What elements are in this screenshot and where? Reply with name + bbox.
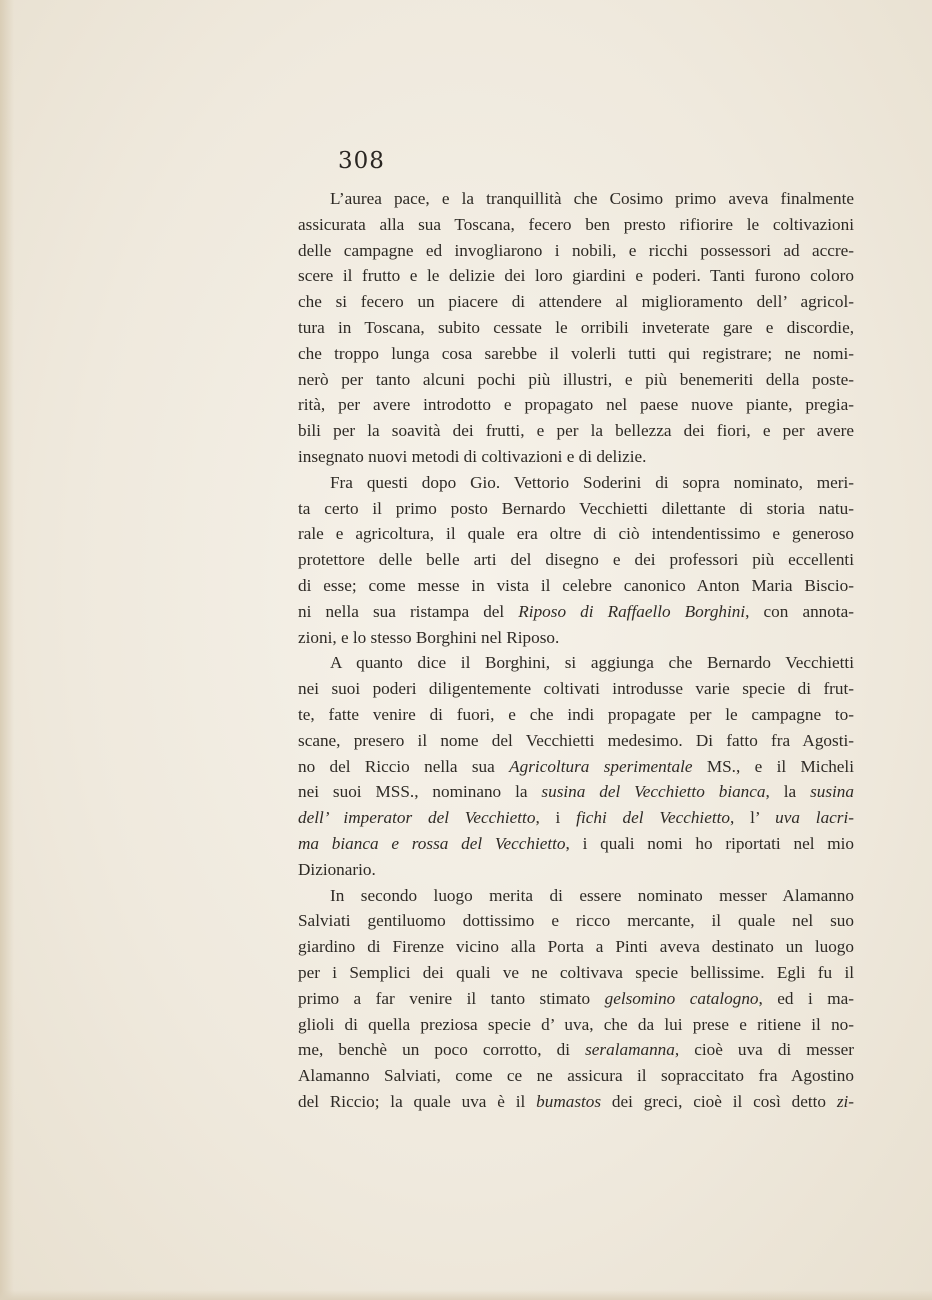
text-segment: che troppo lunga cosa sarebbe il volerli tutti qui registrare; ne nomi- bbox=[298, 343, 854, 363]
text-segment: , i quali nomi ho riportati nel mio bbox=[565, 833, 854, 853]
italic-text: seralamanna bbox=[585, 1040, 675, 1060]
text-line bbox=[298, 367, 854, 393]
text-segment: bili per la soavità dei frutti, e per la bellezza dei fiori, e per avere bbox=[298, 421, 854, 441]
text-line bbox=[298, 444, 854, 470]
text-line bbox=[298, 289, 854, 315]
page-bottom-shadow bbox=[0, 1290, 932, 1300]
text-segment: , cioè uva di messer bbox=[674, 1040, 854, 1060]
text-line bbox=[298, 754, 854, 780]
italic-text: gelsomino catalogno bbox=[604, 988, 759, 1008]
text-line bbox=[298, 702, 854, 728]
text-line bbox=[298, 883, 854, 909]
text-segment: In secondo luogo merita di essere nominato messer Alamanno bbox=[330, 885, 854, 905]
text-line bbox=[298, 599, 854, 625]
italic-text: Riposo di Raffaello Borghini bbox=[518, 601, 746, 621]
text-line bbox=[298, 779, 854, 805]
text-segment: primo a far venire il tanto stimato bbox=[298, 988, 605, 1008]
text-segment: rale e agricoltura, il quale era oltre di ciò intendentissimo e generoso bbox=[298, 524, 854, 544]
italic-text: uva lacri- bbox=[775, 808, 854, 828]
text-line bbox=[298, 547, 854, 573]
italic-text: susina bbox=[810, 782, 854, 802]
text-segment: assicurata alla sua Toscana, fecero ben presto rifiorire le coltivazioni bbox=[298, 214, 854, 234]
text-segment: nerò per tanto alcuni pochi più illustri, e più benemeriti della poste- bbox=[298, 369, 854, 389]
text-line bbox=[298, 470, 854, 496]
text-segment: protettore delle belle arti del disegno e dei professori più eccellenti bbox=[298, 550, 854, 570]
text-line bbox=[298, 418, 854, 444]
text-segment: dei greci, cioè il così detto bbox=[601, 1091, 837, 1111]
text-line bbox=[298, 341, 854, 367]
text-line bbox=[298, 831, 854, 857]
text-segment: , l’ bbox=[730, 808, 776, 828]
text-segment: me, benchè un poco corrotto, di bbox=[298, 1040, 586, 1060]
text-line bbox=[298, 857, 854, 883]
italic-text: zi- bbox=[836, 1091, 854, 1111]
text-segment: scere il frutto e le delizie dei loro giardini e poderi. Tanti furono coloro bbox=[298, 266, 854, 286]
page-number: 308 bbox=[338, 148, 385, 174]
text-segment: scane, presero il nome del Vecchietti medesimo. Di fatto fra Agosti- bbox=[298, 730, 854, 750]
text-segment: delle campagne ed invogliarono i nobili, e ricchi possessori ad accre- bbox=[298, 240, 854, 260]
text-line bbox=[298, 1063, 854, 1089]
text-segment: MS., e il Micheli bbox=[692, 756, 854, 776]
text-line bbox=[298, 805, 854, 831]
text-line bbox=[298, 1037, 854, 1063]
italic-text: dell’ imperator del Vecchietto bbox=[298, 808, 536, 828]
italic-text: Agricoltura sperimentale bbox=[509, 756, 693, 776]
italic-text: ma bianca e rossa del Vecchietto bbox=[298, 833, 566, 853]
text-segment: nei suoi poderi diligentemente coltivati introdusse varie specie di frut- bbox=[298, 679, 854, 699]
text-line bbox=[298, 212, 854, 238]
text-line bbox=[298, 728, 854, 754]
text-segment: glioli di quella preziosa specie d’ uva, che da lui prese e ritiene il no- bbox=[298, 1014, 854, 1034]
text-segment: ni nella sua ristampa del bbox=[298, 601, 519, 621]
text-segment: che si fecero un piacere di attendere al miglioramento dell’ agricol- bbox=[298, 292, 854, 312]
text-segment: , i bbox=[535, 808, 577, 828]
text-segment: zioni, e lo stesso Borghini nel Riposo. bbox=[298, 627, 560, 647]
text-line bbox=[298, 986, 854, 1012]
text-segment: rità, per avere introdotto e propagato nel paese nuove piante, pregia- bbox=[298, 395, 854, 415]
text-segment: per i Semplici dei quali ve ne coltivava specie bellissime. Egli fu il bbox=[298, 962, 854, 982]
text-segment: Alamanno Salviati, come ce ne assicura il sopraccitato fra Agostino bbox=[298, 1066, 854, 1086]
text-segment: di esse; come messe in vista il celebre canonico Anton Maria Biscio- bbox=[298, 575, 854, 595]
text-segment: giardino di Firenze vicino alla Porta a Pinti aveva destinato un luogo bbox=[298, 937, 854, 957]
text-line bbox=[298, 960, 854, 986]
text-line bbox=[298, 650, 854, 676]
text-segment: L’aurea pace, e la tranquillità che Cosimo primo aveva finalmente bbox=[330, 189, 854, 208]
text-segment: , ed i ma- bbox=[758, 988, 854, 1008]
text-line bbox=[298, 392, 854, 418]
text-line bbox=[298, 1012, 854, 1038]
italic-text: susina del Vecchietto bianca bbox=[541, 782, 766, 802]
text-segment: , con annota- bbox=[745, 601, 854, 621]
text-segment: del Riccio; la quale uva è il bbox=[298, 1091, 537, 1111]
text-segment: no del Riccio nella sua bbox=[298, 756, 510, 776]
text-line bbox=[298, 573, 854, 599]
text-line bbox=[298, 496, 854, 522]
text-segment: ta certo il primo posto Bernardo Vecchietti dilettante di storia natu- bbox=[298, 498, 854, 518]
text-line bbox=[298, 315, 854, 341]
body-text bbox=[298, 186, 854, 1115]
text-line bbox=[298, 263, 854, 289]
text-segment: nei suoi MSS., nominano la bbox=[298, 782, 542, 802]
text-segment: Dizionario. bbox=[298, 859, 376, 879]
text-line bbox=[298, 238, 854, 264]
text-line bbox=[298, 676, 854, 702]
text-line bbox=[298, 934, 854, 960]
italic-text: bumastos bbox=[536, 1091, 602, 1111]
text-segment: te, fatte venire di fuori, e che indi propagate per le campagne to- bbox=[298, 704, 854, 724]
text-segment: tura in Toscana, subito cessate le orribili inveterate gare e discordie, bbox=[298, 317, 854, 337]
text-line bbox=[298, 1089, 854, 1115]
text-segment: A quanto dice il Borghini, si aggiunga che Bernardo Vecchietti bbox=[330, 653, 854, 673]
text-segment: , la bbox=[765, 782, 811, 802]
text-line bbox=[298, 521, 854, 547]
text-line bbox=[298, 186, 854, 212]
text-segment: Salviati gentiluomo dottissimo e ricco mercante, il quale nel suo bbox=[298, 911, 854, 931]
text-line bbox=[298, 908, 854, 934]
text-line bbox=[298, 625, 854, 651]
page-edge-shadow bbox=[0, 0, 14, 1300]
italic-text: fichi del Vecchietto bbox=[576, 808, 730, 828]
text-segment: Fra questi dopo Gio. Vettorio Soderini di sopra nominato, meri- bbox=[330, 472, 854, 492]
text-segment: insegnato nuovi metodi di coltivazioni e di delizie. bbox=[298, 446, 647, 466]
